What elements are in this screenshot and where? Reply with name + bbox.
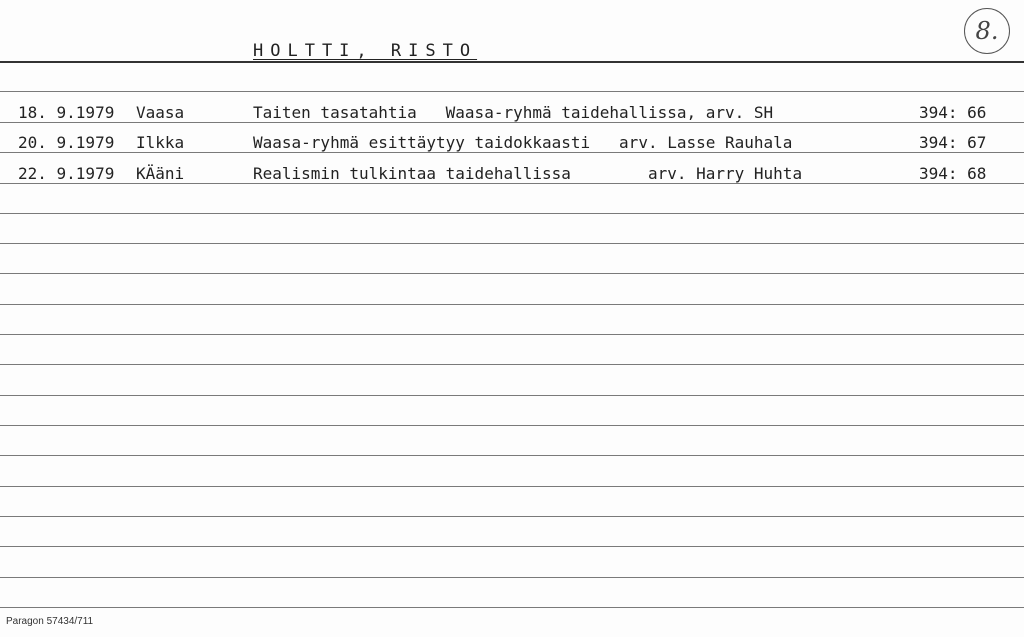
card-title: HOLTTI, RISTO bbox=[253, 41, 478, 61]
ruled-line bbox=[0, 486, 1024, 487]
entry-text: Realismin tulkintaa taidehallissa arv. Harry Huhta bbox=[253, 164, 803, 183]
entry-row bbox=[0, 133, 1024, 155]
entry-source: Vaasa bbox=[136, 103, 185, 122]
card-number-circle: 8. bbox=[964, 8, 1010, 54]
entry-date: 18. 9.1979 bbox=[18, 103, 115, 122]
ruled-line bbox=[0, 91, 1024, 92]
entry-text: Waasa-ryhmä esittäytyy taidokkaasti arv. Lasse Rauhala bbox=[253, 133, 793, 152]
ruled-line bbox=[0, 546, 1024, 547]
ruled-line bbox=[0, 516, 1024, 517]
header-rule bbox=[0, 61, 1024, 63]
ruled-line bbox=[0, 607, 1024, 608]
entry-text: Taiten tasatahtia Waasa-ryhmä taidehallissa, arv. SH bbox=[253, 103, 774, 122]
entry-source: KÄäni bbox=[136, 164, 185, 183]
ruled-line bbox=[0, 304, 1024, 305]
entry-ref: 394: 68 bbox=[919, 164, 987, 183]
entry-ref: 394: 67 bbox=[919, 133, 987, 152]
entry-date: 20. 9.1979 bbox=[18, 133, 115, 152]
ruled-line bbox=[0, 577, 1024, 578]
ruled-line bbox=[0, 273, 1024, 274]
printer-imprint: Paragon 57434/711 bbox=[6, 616, 94, 627]
ruled-line bbox=[0, 213, 1024, 214]
entry-row bbox=[0, 103, 1024, 125]
ruled-line bbox=[0, 243, 1024, 244]
ruled-line bbox=[0, 455, 1024, 456]
ruled-line bbox=[0, 364, 1024, 365]
ruled-line bbox=[0, 395, 1024, 396]
entry-date: 22. 9.1979 bbox=[18, 164, 115, 183]
entry-row bbox=[0, 164, 1024, 186]
ruled-line bbox=[0, 334, 1024, 335]
ruled-line bbox=[0, 425, 1024, 426]
entry-source: Ilkka bbox=[136, 133, 185, 152]
entry-ref: 394: 66 bbox=[919, 103, 987, 122]
